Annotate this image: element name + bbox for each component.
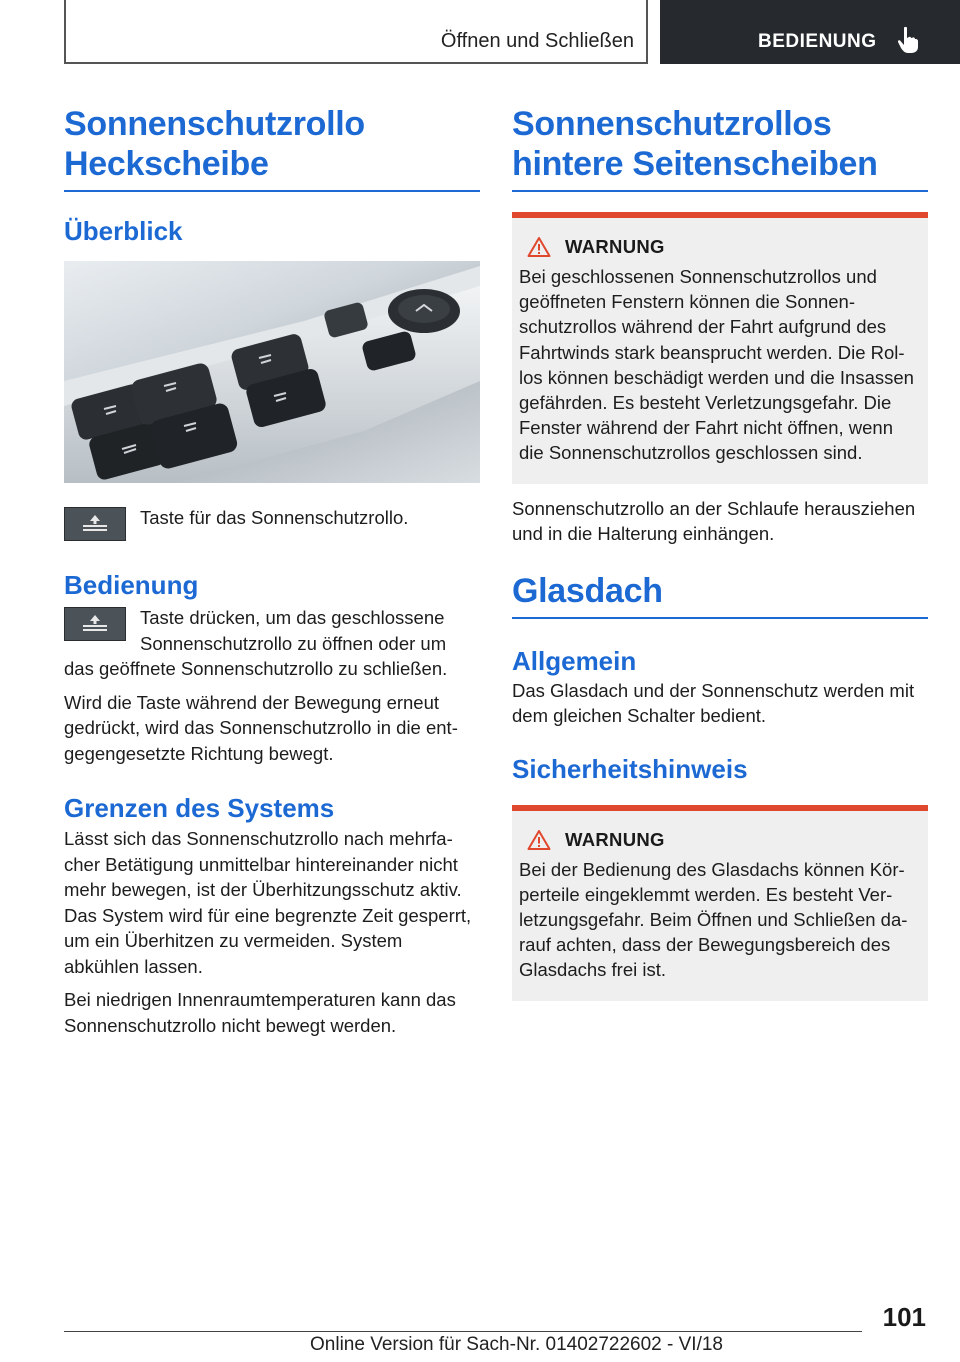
- side-sunshade-text: Sonnenschutzrollo an der Schlaufe herausziehen und in die Halterung einhängen.: [512, 497, 916, 545]
- heading-general: Allgemein: [512, 645, 637, 676]
- heading-overview: Überblick: [64, 216, 183, 246]
- limits-text: Lässt sich das Sonnenschutzrollo nach mehrfacher Betätigung unmittelbar hintereinander nicht mehr bewegen, ist der Überhitzungsschutz aktiv. Das System wird für eine begrenzte Zeit gesperrt, um ein Überhitzen zu vermeiden. System abkühlen lassen.: [64, 828, 472, 977]
- warning-box-glass-roof: [512, 805, 928, 1001]
- limits-text-2: Bei niedrigen Innenraumtemperaturen kann das Sonnenschutzrollo nicht bewegt werden.: [64, 989, 456, 1036]
- operation-text-2: Wird die Taste während der Bewegung erneut gedrückt, wird das Sonnenschutzrollo in die entgegengesetzte Richtung bewegt.: [64, 691, 458, 764]
- section-title-rear-sunshade: Sonnenschutzrollo Heckscheibe: [64, 104, 480, 192]
- warning-triangle-icon: [527, 236, 551, 258]
- page-number: 101: [882, 1302, 926, 1332]
- warning-text: Bei geschlossenen Sonnenschutzrollos und geöffneten Fenstern können die Sonnenschutzrollos während der Fahrt aufgrund des Fahrtwinds stark beansprucht werden. Die Rollos können beschädigt werden und die Insassen gefährden. Es besteht Verletzungsgefahr. Die Fenster während der Fahrt nicht öffnen, wenn die Sonnenschutzrollos geschlossen sind.: [519, 266, 914, 464]
- header-section-box: [64, 0, 648, 64]
- key-caption-text: Taste für das Sonnenschutzrollo.: [140, 507, 409, 528]
- hand-pointer-icon: [896, 26, 920, 54]
- warning-triangle-icon: [527, 829, 551, 851]
- warning-label: WARNUNG: [565, 236, 665, 257]
- warning-label: WARNUNG: [565, 828, 665, 850]
- heading-safety-note: Sicherheitshinweis: [512, 753, 748, 784]
- door-switch-photo: [64, 261, 480, 483]
- heading-operation: Bedienung: [64, 570, 199, 600]
- operation-text: Taste drücken, um das geschlossene Sonnenschutzrollo zu öffnen oder um das geöffnete Sonnenschutzrollo zu schließen.: [64, 607, 448, 679]
- operation-block: [64, 605, 480, 682]
- key-caption-row: [64, 505, 480, 541]
- left-column: [64, 104, 480, 1038]
- warning-text: Bei der Bedienung des Glasdachs können Körperteile eingeklemmt werden. Es besteht Verletzungsgefahr. Beim Öffnen und Schließen darauf achten, dass der Bewegungsbereich des Glasdachs frei ist.: [519, 858, 908, 981]
- header-section-title: Öffnen und Schließen: [440, 30, 634, 52]
- sunshade-key-icon: [64, 607, 126, 641]
- general-text: Das Glasdach und der Sonnenschutz werden mit dem gleichen Schalter bedient.: [512, 679, 915, 727]
- section-title-side-sunshades: Sonnenschutzrollos hintere Seitenscheiben: [512, 104, 928, 192]
- header-chapter-title: BEDIENUNG: [758, 31, 877, 52]
- heading-system-limits: Grenzen des Systems: [64, 793, 335, 823]
- footer-divider: [64, 1331, 862, 1332]
- section-title-glass-roof: Glasdach: [512, 571, 928, 619]
- warning-header: [519, 236, 920, 258]
- right-column: [512, 104, 928, 1001]
- warning-header: [519, 829, 920, 851]
- sunshade-key-icon: [64, 507, 126, 541]
- footer-online-version: Online Version für Sach-Nr. 01402722602 - VI/18: [310, 1334, 723, 1355]
- warning-box-side-sunshades: [512, 212, 928, 484]
- header-chapter-box: [660, 0, 960, 64]
